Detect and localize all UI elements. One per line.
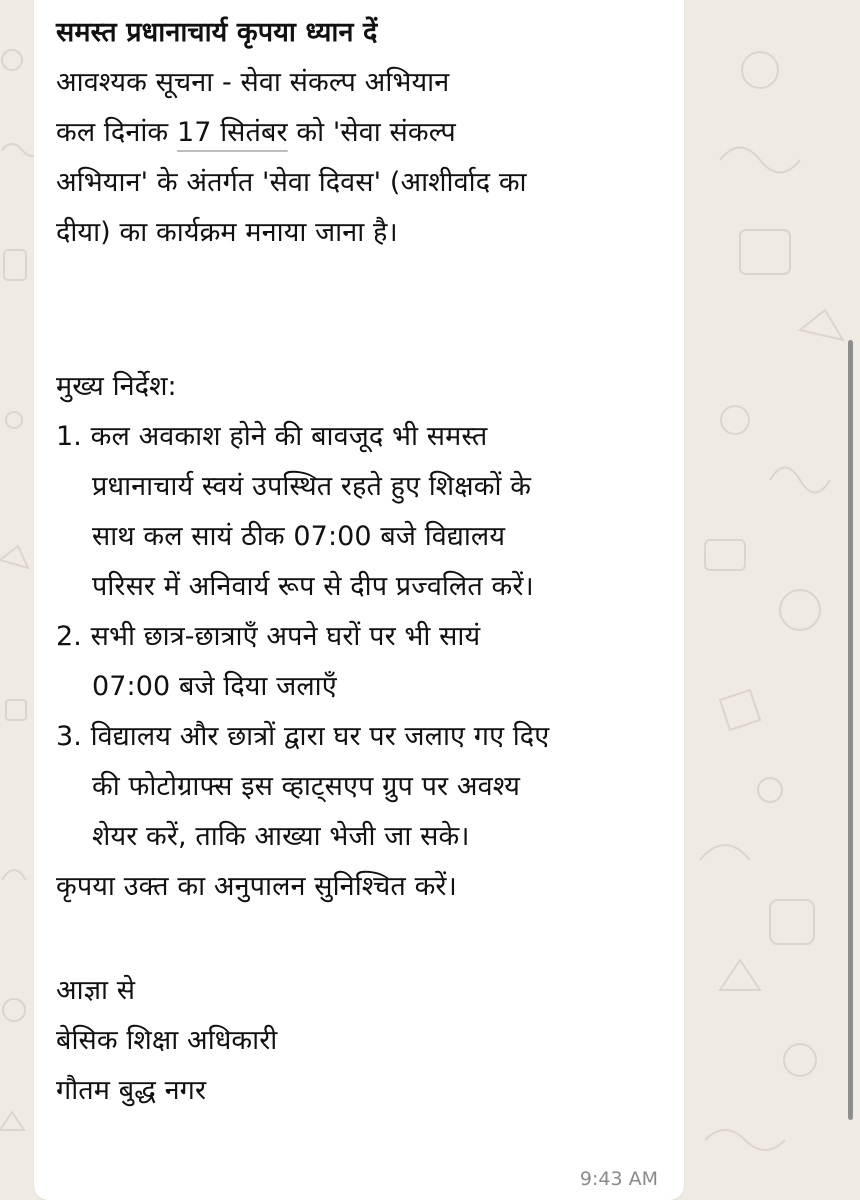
list-item-line: 3. विद्यालय और छात्रों द्वारा घर पर जलाए गए दिए <box>56 721 550 752</box>
signature-line: गौतम बुद्ध नगर <box>56 1075 207 1106</box>
message-timestamp: 9:43 AM <box>579 1168 658 1190</box>
list-item <box>56 612 662 712</box>
list-item-line: की फोटोग्राफ्स इस व्हाट्सएप ग्रुप पर अवश्य <box>92 771 521 802</box>
directions-title: मुख्य निर्देश: <box>56 371 177 402</box>
scrollbar[interactable] <box>848 340 853 1120</box>
directions-list <box>56 412 662 862</box>
signature-line: बेसिक शिक्षा अधिकारी <box>56 1025 278 1056</box>
message-intro-line: अभियान' के अंतर्गत 'सेवा दिवस' (आशीर्वाद का <box>56 167 527 198</box>
list-item-line: 2. सभी छात्र-छात्राएँ अपने घरों पर भी सायं <box>56 621 481 652</box>
list-item-line: शेयर करें, ताकि आख्या भेजी जा सके। <box>92 821 470 852</box>
list-item-line: प्रधानाचार्य स्वयं उपस्थित रहते हुए शिक्षकों के <box>92 471 532 502</box>
signature-line: आज्ञा से <box>56 975 136 1006</box>
compliance-line: कृपया उक्त का अनुपालन सुनिश्चित करें। <box>56 871 457 902</box>
date-link[interactable]: 17 सितंबर <box>176 117 288 148</box>
list-item-line: 1. कल अवकाश होने की बावजूद भी समस्त <box>56 421 488 452</box>
message-bubble[interactable] <box>34 0 684 1200</box>
intro-text-a: कल दिनांक <box>56 117 177 148</box>
message-subheading: आवश्यक सूचना - सेवा संकल्प अभियान <box>56 67 450 98</box>
message-heading: समस्त प्रधानाचार्य कृपया ध्यान दें <box>56 17 378 48</box>
list-item <box>56 712 662 862</box>
list-item-line: साथ कल सायं ठीक 07:00 बजे विद्यालय <box>92 521 506 552</box>
message-intro-line <box>56 108 662 158</box>
list-item-line: परिसर में अनिवार्य रूप से दीप प्रज्वलित करें। <box>92 571 534 602</box>
message-intro-line: दीया) का कार्यक्रम मनाया जाना है। <box>56 217 398 248</box>
list-item <box>56 412 662 612</box>
blank-space <box>56 912 662 966</box>
intro-text-b: को 'सेवा संकल्प <box>287 117 456 148</box>
list-item-line: 07:00 बजे दिया जलाएँ <box>92 671 337 702</box>
blank-space <box>56 258 662 362</box>
